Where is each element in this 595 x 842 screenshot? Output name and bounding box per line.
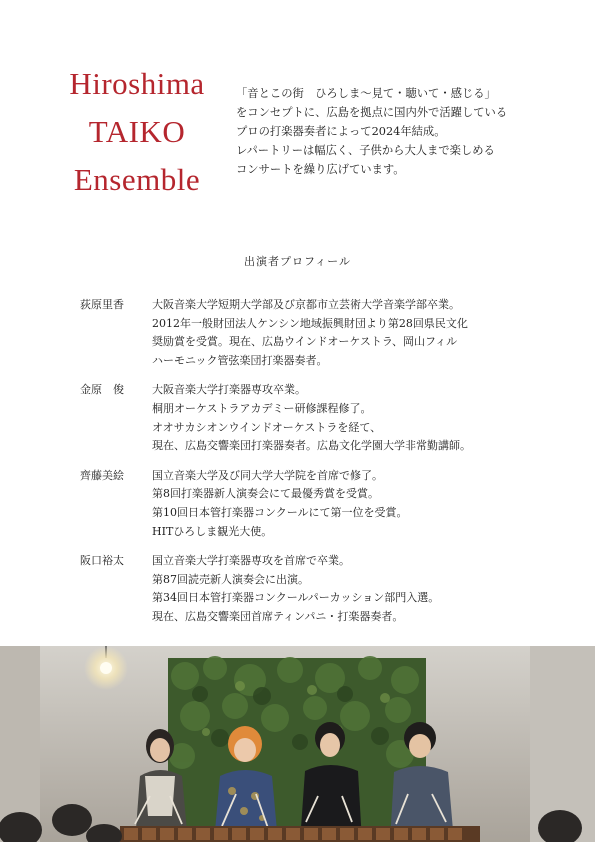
bio-line: 2012年一般財団法人ケンシン地域振興財団より第28回県民文化 xyxy=(152,316,468,330)
performer-name: 荻原里香 xyxy=(80,298,124,311)
profile-entry xyxy=(80,467,560,541)
intro-line: レパートリーは幅広く、子供から大人まで楽しめる xyxy=(236,144,495,157)
performer-name: 齊藤美絵 xyxy=(80,468,124,482)
section-heading: 出演者プロフィール xyxy=(244,255,351,268)
bio-line: HITひろしま観光大使。 xyxy=(152,524,273,538)
intro-line: コンサートを繰り広げています。 xyxy=(236,163,405,176)
ensemble-title xyxy=(42,60,232,204)
bio-line: 大阪音楽大学短期大学部及び京都市立芸術大学音楽学部卒業。 xyxy=(152,298,460,311)
title-line-3: Ensemble xyxy=(73,162,201,197)
intro-line: 「音とこの街 ひろしま～見て・聴いて・感じる」 xyxy=(236,87,496,100)
bio-line: 第10回日本管打楽器コンクールにて第一位を受賞。 xyxy=(152,505,408,519)
intro-line: プロの打楽器奏者によって2024年結成。 xyxy=(236,125,446,138)
profile-list xyxy=(80,296,560,638)
bio-line: 第87回読売新人演奏会に出演。 xyxy=(152,572,309,586)
bio-line: オオサカシオンウインドオーケストラを経て、 xyxy=(152,420,382,434)
performance-photo-illustration xyxy=(0,646,595,842)
intro-line: をコンセプトに、広島を拠点に国内外で活躍している xyxy=(236,106,508,119)
intro-paragraph xyxy=(236,84,576,179)
profile-entry xyxy=(80,552,560,626)
performer-bio xyxy=(152,381,471,455)
profile-entry xyxy=(80,381,560,455)
bio-line: 奨励賞を受賞。現在、広島ウインドオーケストラ、岡山フィル xyxy=(152,335,458,349)
profile-entry xyxy=(80,296,560,370)
performance-photo xyxy=(0,646,595,842)
bio-line: 現在、広島交響楽団首席ティンパニ・打楽器奏者。 xyxy=(152,609,404,623)
bio-line: 国立音楽大学打楽器専攻を首席で卒業。 xyxy=(152,554,350,568)
performer-name: 阪口裕太 xyxy=(80,554,124,568)
performer-bio xyxy=(152,467,408,541)
bio-line: 桐朋オーケストラアカデミー研修課程修了。 xyxy=(152,401,372,415)
performer-name: 金原 俊 xyxy=(80,383,124,397)
bio-line: 国立音楽大学及び同大学大学院を首席で修了。 xyxy=(152,468,383,482)
performer-bio xyxy=(152,296,468,370)
bio-line: 現在、広島交響楽団打楽器奏者。広島文化学園大学非常勤講師。 xyxy=(152,439,471,453)
performer-bio xyxy=(152,552,439,626)
bio-line: ハーモニック管弦楽団打楽器奏者。 xyxy=(152,353,328,367)
title-line-2: TAIKO xyxy=(88,114,186,149)
title-line-1: Hiroshima xyxy=(69,66,205,101)
bio-line: 第8回打楽器新人演奏会にて最優秀賞を受賞。 xyxy=(152,487,379,501)
bio-line: 第34回日本管打楽器コンクールパーカッション部門入選。 xyxy=(152,591,440,605)
bio-line: 大阪音楽大学打楽器専攻卒業。 xyxy=(152,383,306,397)
